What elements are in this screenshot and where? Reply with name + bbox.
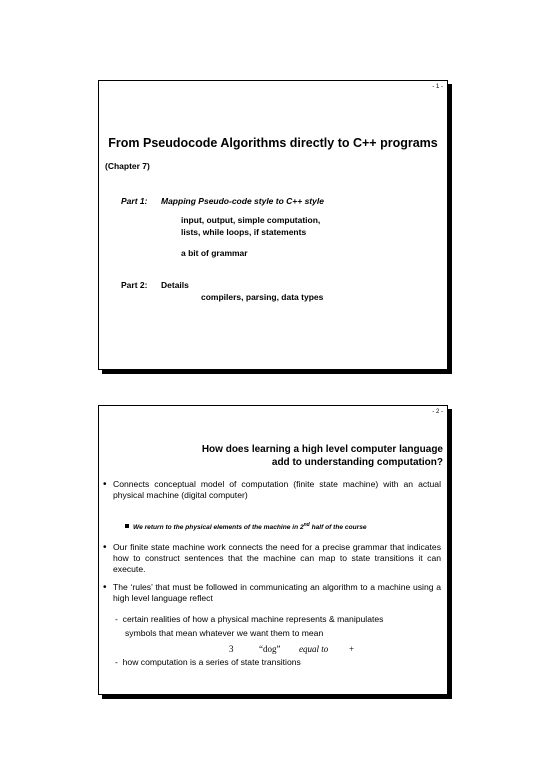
- dash-item-2: - how computation is a series of state transitions: [115, 657, 301, 667]
- slide-heading-line2: add to understanding computation?: [271, 457, 443, 468]
- example-3: 3: [229, 644, 234, 654]
- slide-title: From Pseudocode Algorithms directly to C++ programs: [108, 136, 438, 150]
- dash-item-1-cont: symbols that mean whatever we want them to mean: [125, 628, 324, 638]
- example-plus: +: [349, 644, 355, 654]
- example-dog: “dog”: [259, 644, 281, 654]
- bullet-1: • Connects conceptual model of computation (finite state machine) with an actual physical machine (digital computer): [103, 479, 441, 500]
- chapter-label: (Chapter 7): [105, 161, 150, 171]
- slide-2: [98, 405, 448, 695]
- dash-icon: -: [115, 614, 123, 624]
- slide-1: [98, 80, 448, 370]
- part1-line1: input, output, simple computation,: [181, 215, 321, 225]
- page-number: - 2 -: [432, 409, 443, 415]
- sub-bullet: We return to the physical elements of the machine in 2nd half of the course: [133, 522, 367, 531]
- example-equal-to: equal to: [299, 644, 329, 654]
- bullet-3: • The ‘rules’ that must be followed in communicating an algorithm to a machine using a high level language reflect: [103, 582, 441, 603]
- page-number: - 1 -: [432, 84, 443, 90]
- slide-heading-line1: How does learning a high level computer language: [201, 444, 443, 455]
- bullet-dot-icon: •: [103, 542, 107, 553]
- bullet-dot-icon: •: [103, 479, 107, 490]
- part2-title: Details: [161, 280, 189, 290]
- part1-title: Mapping Pseudo-code style to C++ style: [161, 196, 324, 206]
- bullet-2: • Our finite state machine work connects the need for a precise grammar that indicates how to construct sentences that the machine can map to state transitions it can execute.: [103, 542, 441, 574]
- bullet-dot-icon: •: [103, 582, 107, 593]
- dash-item-1: - certain realities of how a physical machine represents & manipulates: [115, 614, 384, 624]
- part2-line1: compilers, parsing, data types: [201, 292, 324, 302]
- part2-label: Part 2:: [121, 280, 148, 290]
- part1-label: Part 1:: [121, 196, 148, 206]
- dash-icon: -: [115, 657, 123, 667]
- part1-line2: lists, while loops, if statements: [181, 227, 307, 237]
- square-bullet-icon: [125, 524, 129, 528]
- part1-line3: a bit of grammar: [181, 248, 248, 258]
